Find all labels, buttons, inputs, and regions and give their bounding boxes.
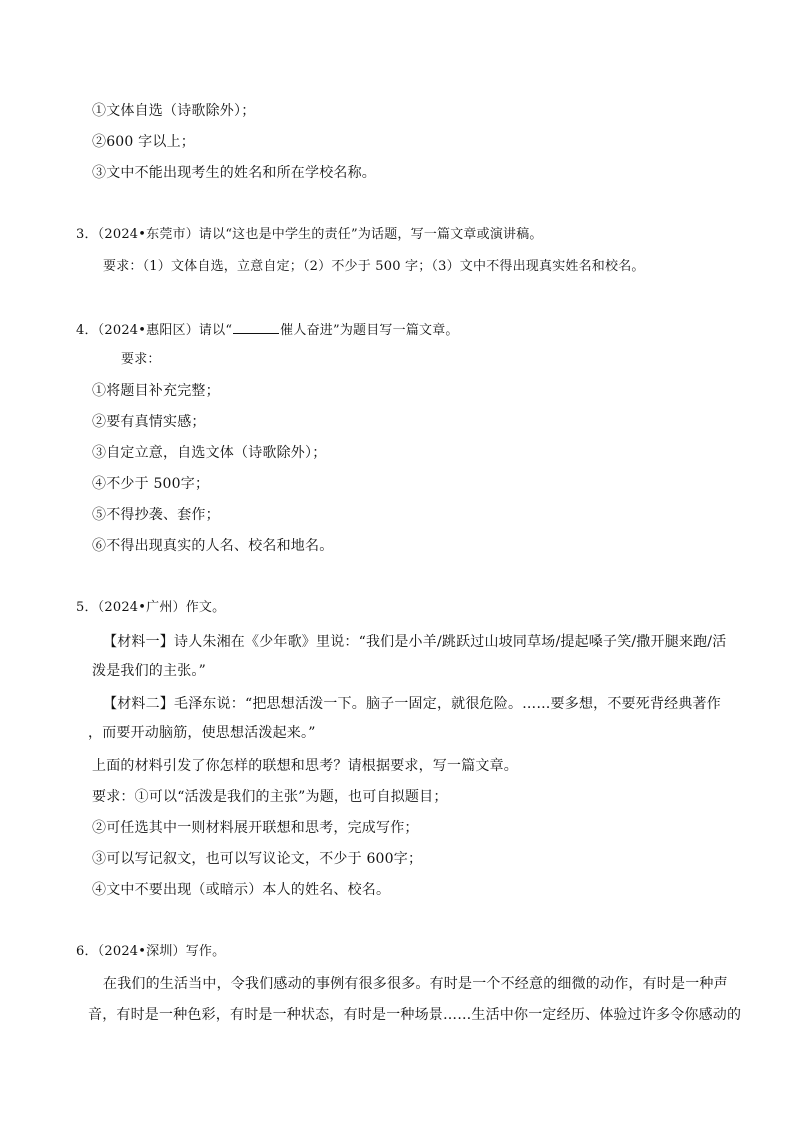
question-4-item-6: ⑥不得出现真实的人名、校名和地名。	[92, 538, 334, 554]
question-4-item-2: ②要有真情实感；	[92, 414, 206, 430]
question-4-req-label: 要求：	[121, 352, 161, 367]
question-5-req-3: ③可以写记叙文，也可以写议论文，不少于 600字；	[92, 851, 423, 867]
material-1-line-2: 泼是我们的主张。”	[92, 663, 206, 679]
requirement-item-2: ②600 字以上；	[92, 134, 195, 150]
title-blank	[233, 319, 279, 334]
question-4-heading-prefix: 4．（2024•惠阳区）请以“	[76, 323, 233, 338]
question-4-item-1: ①将题目补充完整；	[92, 383, 220, 399]
question-3-requirement: 要求：（1）文体自选，立意自定；（2）不少于 500 字；（3）文中不得出现真实姓名和校名。	[103, 259, 645, 274]
question-4-heading-suffix: 催人奋进”为题目写一篇文章。	[280, 323, 459, 338]
question-6-line-1: 在我们的生活当中，令我们感动的事例有很多很多。有时是一个不经意的细微的动作，有时是一种声	[103, 976, 728, 992]
question-4-item-5: ⑤不得抄袭、套作；	[92, 507, 220, 523]
question-5-prompt: 上面的材料引发了你怎样的联想和思考？请根据要求，写一篇文章。	[92, 758, 518, 774]
question-4-item-3: ③自定立意，自选文体（诗歌除外）；	[92, 445, 327, 461]
question-5-req-1: 要求：①可以“活泼是我们的主张”为题，也可自拟题目；	[92, 789, 448, 805]
material-1-line-1: 【材料一】诗人朱湘在《少年歌》里说：“我们是小羊/跳跃过山坡同草场/提起嗓子笑/撒开腿来跑/活	[103, 634, 727, 650]
question-4-item-4: ④不少于 500字；	[92, 476, 210, 492]
requirement-item-3: ③文中不能出现考生的姓名和所在学校名称。	[92, 165, 376, 181]
material-2-line-2: ，而要开动脑筋，使思想活泼起来。”	[88, 725, 316, 741]
question-4-heading	[76, 319, 459, 341]
question-3-heading: 3．（2024•东莞市）请以“这也是中学生的责任”为话题，写一篇文章或演讲稿。	[76, 227, 543, 242]
question-6-line-2: 音，有时是一种色彩，有时是一种状态，有时是一种场景……生活中你一定经历、体验过许多令你感动的	[88, 1007, 742, 1023]
question-5-req-4: ④文中不要出现（或暗示）本人的姓名、校名。	[92, 882, 391, 898]
question-5-req-2: ②可任选其中一则材料展开联想和思考，完成写作；	[92, 820, 419, 836]
question-5-heading: 5．（2024•广州）作文。	[76, 600, 226, 615]
material-2-line-1: 【材料二】毛泽东说：“把思想活泼一下。脑子一固定，就很危险。……要多想，不要死背经典著作	[103, 696, 721, 712]
requirement-item-1: ①文体自选（诗歌除外）；	[92, 103, 256, 119]
question-6-heading: 6．（2024•深圳）写作。	[76, 944, 226, 959]
